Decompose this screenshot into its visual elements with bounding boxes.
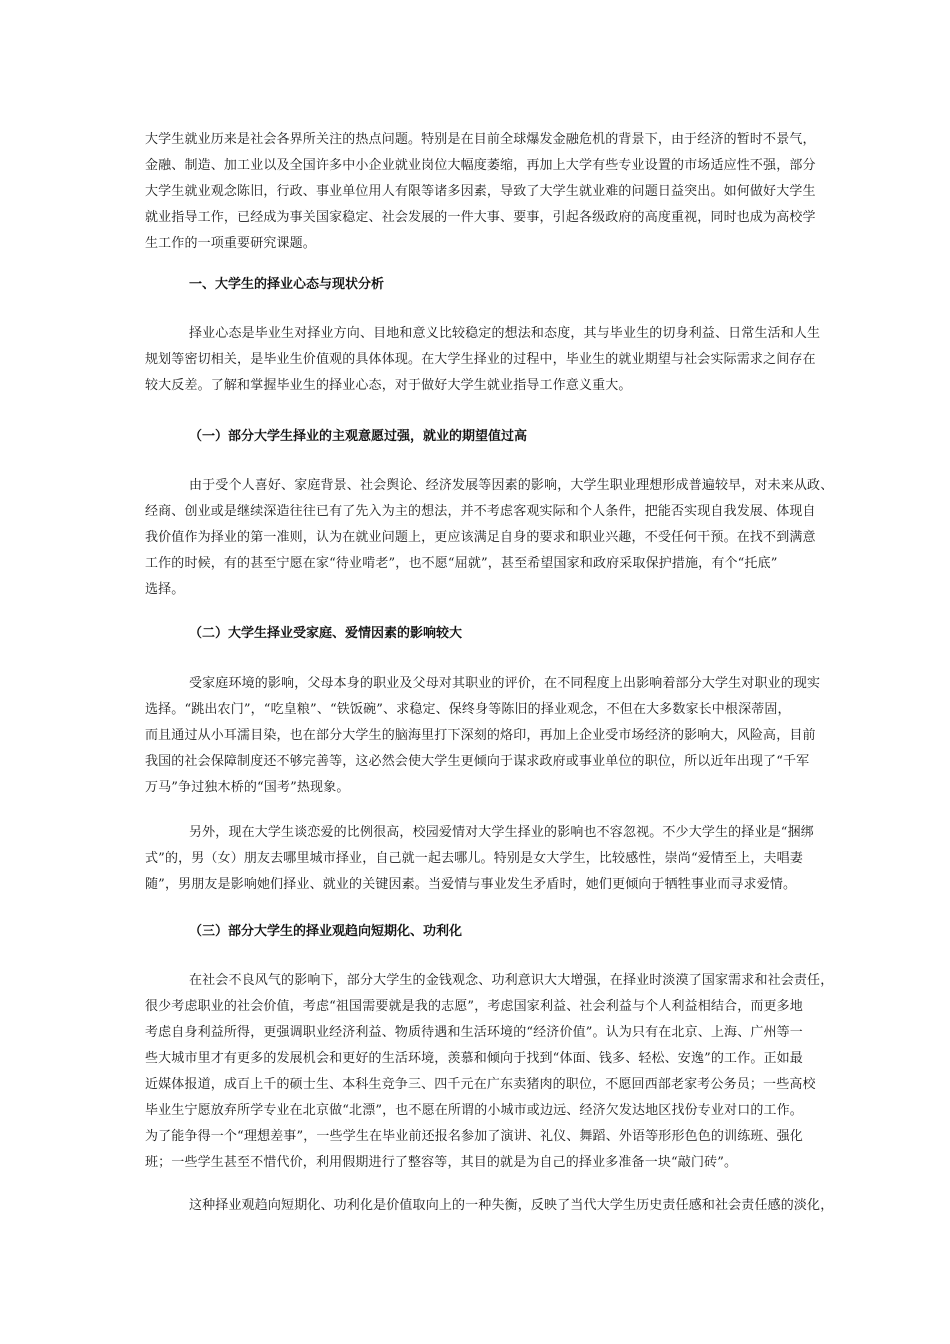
- text-line: 由于受个人喜好、家庭背景、社会舆论、经济发展等因素的影响，大学生职业理想形成普遍较早，对未来从政、: [189, 478, 834, 493]
- text-line: 在社会不良风气的影响下，部分大学生的金钱观念、功利意识大大增强，在择业时淡漠了国家需求和社会责任，: [189, 973, 834, 988]
- text-line: 较大反差。了解和掌握毕业生的择业心态，对于做好大学生就业指导工作意义重大。: [145, 378, 632, 393]
- text-line: 选择。: [145, 582, 185, 597]
- text-line: 近媒体报道，成百上千的硕士生、本科生竞争三、四千元在广东卖猪肉的职位，不愿回西部老家考公务员；一些高校: [145, 1077, 816, 1092]
- text-line: 班；一些学生甚至不惜代价，利用假期进行了整容等，其目的就是为自己的择业多准备一块“敲门砖”。: [145, 1155, 738, 1170]
- text-line: 经商、创业或是继续深造往往已有了先入为主的想法，并不考虑客观实际和个人条件，把能否实现自我发展、体现自: [145, 504, 816, 519]
- text-line: 我国的社会保障制度还不够完善等，这必然会使大学生更倾向于谋求政府或事业单位的职位，所以近年出现了“千军: [145, 754, 810, 769]
- text-line: 考虑自身利益所得，更强调职业经济利益、物质待遇和生活环境的“经济价值”。认为只有在北京、上海、广州等一: [145, 1025, 803, 1040]
- text-line: 随”，男朋友是影响她们择业、就业的关键因素。当爱情与事业发生矛盾时，她们更倾向于牺牲事业而寻求爱情。: [145, 877, 797, 892]
- text-line: 大学生就业历来是社会各界所关注的热点问题。特别是在目前全球爆发金融危机的背景下，由于经济的暂时不景气，: [145, 132, 816, 147]
- subsection-heading: （二）大学生择业受家庭、爱情因素的影响较大: [189, 626, 463, 641]
- text-line: 工作的时候，有的甚至宁愿在家“待业啃老”，也不愿“屈就”，甚至希望国家和政府采取保护措施，有个“托底”: [145, 556, 778, 571]
- text-line: 为了能争得一个“理想差事”，一些学生在毕业前还报名参加了演讲、礼仪、舞蹈、外语等形形色色的训练班、强化: [145, 1129, 803, 1144]
- text-line: 选择。“跳出农门”，“吃皇粮”、“铁饭碗”、求稳定、保终身等陈旧的择业观念，不但在大多数家长中根深蒂固，: [145, 702, 791, 717]
- text-line: 些大城市里才有更多的发展机会和更好的生活环境，羡慕和倾向于找到“体面、钱多、轻松、安逸”的工作。正如最: [145, 1051, 803, 1066]
- text-line: 另外，现在大学生谈恋爱的比例很高，校园爱情对大学生择业的影响也不容忽视。不少大学生的择业是“捆绑: [189, 825, 814, 840]
- text-line: 择业心态是毕业生对择业方向、目地和意义比较稳定的想法和态度，其与毕业生的切身利益、日常生活和人生: [189, 326, 821, 341]
- text-line: 而且通过从小耳濡目染，也在部分大学生的脑海里打下深刻的烙印，再加上企业受市场经济的影响大，风险高，目前: [145, 728, 816, 743]
- text-line: 这种择业观趋向短期化、功利化是价值取向上的一种失衡，反映了当代大学生历史责任感和社会责任感的淡化，: [189, 1198, 834, 1213]
- text-line: 金融、制造、加工业以及全国许多中小企业就业岗位大幅度萎缩，再加上大学有些专业设置的市场适应性不强，部分: [145, 158, 816, 173]
- text-line: 大学生就业观念陈旧，行政、事业单位用人有限等诸多因素，导致了大学生就业难的问题日益突出。如何做好大学生: [145, 184, 816, 199]
- subsection-heading: （三）部分大学生的择业观趋向短期化、功利化: [189, 924, 463, 939]
- paragraph-family: [145, 671, 821, 801]
- text-line: 受家庭环境的影响，父母本身的职业及父母对其职业的评价，在不同程度上出影响着部分大学生对职业的现实: [189, 676, 821, 691]
- section-heading: 一、大学生的择业心态与现状分析: [189, 277, 385, 292]
- text-line: 式”的，男（女）朋友去哪里城市择业，自己就一起去哪儿。特别是女大学生，比较感性，崇尚“爱情至上，夫唱妻: [145, 851, 803, 866]
- text-line: 很少考虑职业的社会价值，考虑“祖国需要就是我的志愿”，考虑国家利益、社会利益与个人利益相结合，而更多地: [145, 999, 803, 1014]
- paragraph-expectation: [145, 473, 834, 603]
- text-line: 规划等密切相关，是毕业生价值观的具体体现。在大学生择业的过程中，毕业生的就业期望与社会实际需求之间存在: [145, 352, 816, 367]
- subsection-heading: （一）部分大学生择业的主观意愿过强，就业的期望值过高: [189, 429, 528, 444]
- text-line: 生工作的一项重要研究课题。: [145, 236, 316, 251]
- paragraph-utilitarian: [145, 968, 834, 1176]
- text-line: 万马”争过独木桥的“国考”热现象。: [145, 780, 350, 795]
- paragraph-imbalance: [145, 1193, 834, 1219]
- text-line: 我价值作为择业的第一准则，认为在就业问题上，更应该满足自身的要求和职业兴趣，不受任何干预。在找不到满意: [145, 530, 816, 545]
- paragraph-mindset: [145, 321, 821, 399]
- text-line: 就业指导工作，已经成为事关国家稳定、社会发展的一件大事、要事，引起各级政府的高度重视，同时也成为高校学: [145, 210, 816, 225]
- text-line: 毕业生宁愿放弃所学专业在北京做“北漂”，也不愿在所谓的小城市或边远、经济欠发达地区找份专业对口的工作。: [145, 1103, 803, 1118]
- intro-paragraph: [145, 127, 816, 257]
- paragraph-love: [145, 820, 813, 898]
